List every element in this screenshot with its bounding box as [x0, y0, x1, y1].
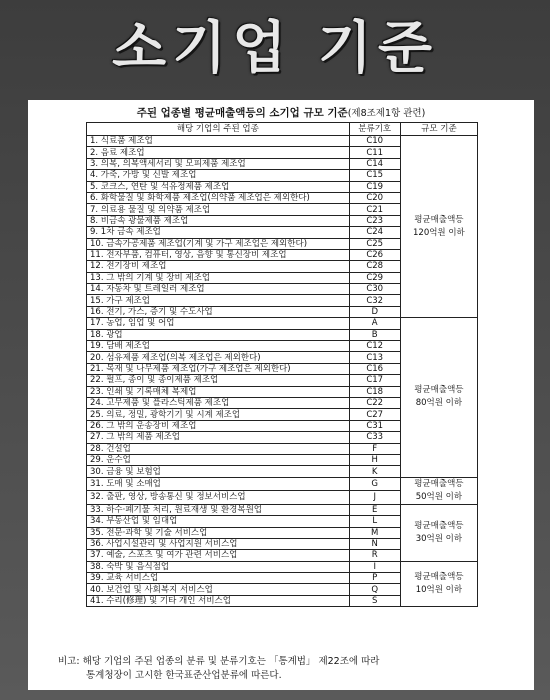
industry-cell: 34. 부동산업 및 임대업: [87, 516, 350, 527]
code-cell: H: [349, 454, 400, 465]
code-cell: C13: [349, 352, 400, 363]
code-cell: C18: [349, 386, 400, 397]
code-cell: C27: [349, 409, 400, 420]
industry-cell: 40. 보건업 및 사회복지 서비스업: [87, 584, 350, 595]
industry-cell: 11. 전자부품, 컴퓨터, 영상, 음향 및 통신장비 제조업: [87, 249, 350, 260]
industry-cell: 2. 음료 제조업: [87, 147, 350, 158]
industry-cell: 18. 광업: [87, 329, 350, 340]
industry-cell: 41. 수리(修理) 및 기타 개인 서비스업: [87, 595, 350, 606]
industry-cell: 28. 건설업: [87, 443, 350, 454]
size-criterion-line: 10억원 이하: [415, 584, 463, 595]
footnote-line-1: 비고: 해당 기업의 주된 업종의 분류 및 분류기호는 「통계법」 제22조에 따라: [58, 656, 380, 667]
industry-cell: 5. 코크스, 연탄 및 석유정제품 제조업: [87, 181, 350, 192]
industry-cell: 10. 금속가공제품 제조업(기계 및 가구 제조업은 제외한다): [87, 238, 350, 249]
size-criterion-line: 80억원 이하: [415, 398, 463, 409]
table-row: [87, 504, 478, 515]
table-title-text: 주된 업종별 평균매출액등의 소기업 규모 기준: [136, 107, 348, 119]
code-cell: C33: [349, 432, 400, 443]
industry-cell: 33. 하수·폐기물 처리, 원료재생 및 환경복원업: [87, 504, 350, 515]
code-cell: G: [349, 477, 400, 491]
code-cell: C19: [349, 181, 400, 192]
code-cell: I: [349, 561, 400, 572]
industry-cell: 1. 식료품 제조업: [87, 136, 350, 147]
table-row: [87, 561, 478, 572]
industry-cell: 29. 운수업: [87, 454, 350, 465]
industry-cell: 21. 목재 및 나무제품 제조업(가구 제조업은 제외한다): [87, 363, 350, 374]
code-cell: C23: [349, 215, 400, 226]
header-code: 분류기호: [349, 123, 400, 136]
code-cell: D: [349, 306, 400, 317]
industry-cell: 35. 전문·과학 및 기술 서비스업: [87, 527, 350, 538]
size-criterion-line: 평균매출액등: [414, 214, 464, 225]
industry-cell: 7. 의료용 물질 및 의약품 제조업: [87, 204, 350, 215]
table-row: [87, 477, 478, 491]
footnote: [58, 655, 518, 683]
size-criterion-cell: [400, 318, 477, 477]
code-cell: B: [349, 329, 400, 340]
code-cell: C12: [349, 341, 400, 352]
size-criterion-cell: [400, 136, 477, 318]
industry-cell: 23. 인쇄 및 기록매체 복제업: [87, 386, 350, 397]
code-cell: C24: [349, 227, 400, 238]
small-business-standard-table: [86, 122, 478, 607]
industry-cell: 30. 금융 및 보험업: [87, 466, 350, 477]
size-criterion-line: 평균매출액등: [414, 478, 464, 489]
size-criterion-cell: [400, 504, 477, 561]
industry-cell: 12. 전기장비 제조업: [87, 261, 350, 272]
code-cell: M: [349, 527, 400, 538]
code-cell: N: [349, 538, 400, 549]
code-cell: C32: [349, 295, 400, 306]
table-body: [87, 136, 478, 607]
size-criterion-cell: [400, 561, 477, 607]
code-cell: Q: [349, 584, 400, 595]
industry-cell: 38. 숙박 및 음식점업: [87, 561, 350, 572]
code-cell: C31: [349, 420, 400, 431]
size-criterion-cell: [400, 477, 477, 504]
table-header-row: [87, 123, 478, 136]
code-cell: C15: [349, 170, 400, 181]
code-cell: C22: [349, 397, 400, 408]
code-cell: R: [349, 550, 400, 561]
code-cell: P: [349, 573, 400, 584]
table-row: [87, 136, 478, 147]
header-size: 규모 기준: [400, 123, 477, 136]
industry-cell: 4. 가죽, 가방 및 신발 제조업: [87, 170, 350, 181]
header-industry: 해당 기업의 주된 업종: [87, 123, 350, 136]
industry-cell: 25. 의료, 정밀, 광학기기 및 시계 제조업: [87, 409, 350, 420]
code-cell: C10: [349, 136, 400, 147]
industry-cell: 37. 예술, 스포츠 및 여가 관련 서비스업: [87, 550, 350, 561]
industry-cell: 6. 화학물질 및 화학제품 제조업(의약품 제조업은 제외한다): [87, 192, 350, 203]
industry-cell: 36. 사업시설관리 및 사업지원 서비스업: [87, 538, 350, 549]
code-cell: A: [349, 318, 400, 329]
table-row: [87, 318, 478, 329]
code-cell: C21: [349, 204, 400, 215]
size-criterion-line: 120억원 이하: [413, 227, 465, 238]
industry-cell: 24. 고무제품 및 플라스틱제품 제조업: [87, 397, 350, 408]
industry-cell: 3. 의복, 의복액세서리 및 모피제품 제조업: [87, 158, 350, 169]
size-criterion-line: 평균매출액등: [414, 520, 464, 531]
code-cell: E: [349, 504, 400, 515]
code-cell: F: [349, 443, 400, 454]
code-cell: S: [349, 595, 400, 606]
code-cell: K: [349, 466, 400, 477]
code-cell: C11: [349, 147, 400, 158]
industry-cell: 15. 가구 제조업: [87, 295, 350, 306]
code-cell: C16: [349, 363, 400, 374]
code-cell: C17: [349, 375, 400, 386]
industry-cell: 22. 펄프, 종이 및 종이제품 제조업: [87, 375, 350, 386]
document-sheet: [28, 100, 534, 690]
size-criterion-line: 50억원 이하: [415, 491, 463, 502]
page-title: 소기업 기준: [112, 16, 438, 81]
industry-cell: 17. 농업, 임업 및 어업: [87, 318, 350, 329]
code-cell: C14: [349, 158, 400, 169]
industry-cell: 14. 자동차 및 트레일러 제조업: [87, 284, 350, 295]
industry-cell: 13. 그 밖의 기계 및 장비 제조업: [87, 272, 350, 283]
industry-cell: 16. 전기, 가스, 증기 및 수도사업: [87, 306, 350, 317]
code-cell: L: [349, 516, 400, 527]
industry-cell: 19. 담배 제조업: [87, 341, 350, 352]
table-title: [28, 105, 534, 120]
industry-cell: 32. 출판, 영상, 방송통신 및 정보서비스업: [87, 491, 350, 505]
code-cell: C25: [349, 238, 400, 249]
code-cell: J: [349, 491, 400, 505]
industry-cell: 39. 교육 서비스업: [87, 573, 350, 584]
industry-cell: 9. 1차 금속 제조업: [87, 227, 350, 238]
code-cell: C28: [349, 261, 400, 272]
code-cell: C20: [349, 192, 400, 203]
code-cell: C26: [349, 249, 400, 260]
industry-cell: 8. 비금속 광물제품 제조업: [87, 215, 350, 226]
industry-cell: 27. 그 밖의 제품 제조업: [87, 432, 350, 443]
code-cell: C29: [349, 272, 400, 283]
size-criterion-line: 평균매출액등: [414, 385, 464, 396]
size-criterion-line: 30억원 이하: [415, 533, 463, 544]
industry-cell: 31. 도매 및 소매업: [87, 477, 350, 491]
footnote-line-2: 통계청장이 고시한 한국표준산업분류에 따른다.: [86, 670, 282, 681]
code-cell: C30: [349, 284, 400, 295]
table-title-reference: (제8조제1항 관련): [347, 108, 426, 119]
industry-cell: 26. 그 밖의 운송장비 제조업: [87, 420, 350, 431]
industry-cell: 20. 섬유제품 제조업(의복 제조업은 제외한다): [87, 352, 350, 363]
size-criterion-line: 평균매출액등: [414, 571, 464, 582]
